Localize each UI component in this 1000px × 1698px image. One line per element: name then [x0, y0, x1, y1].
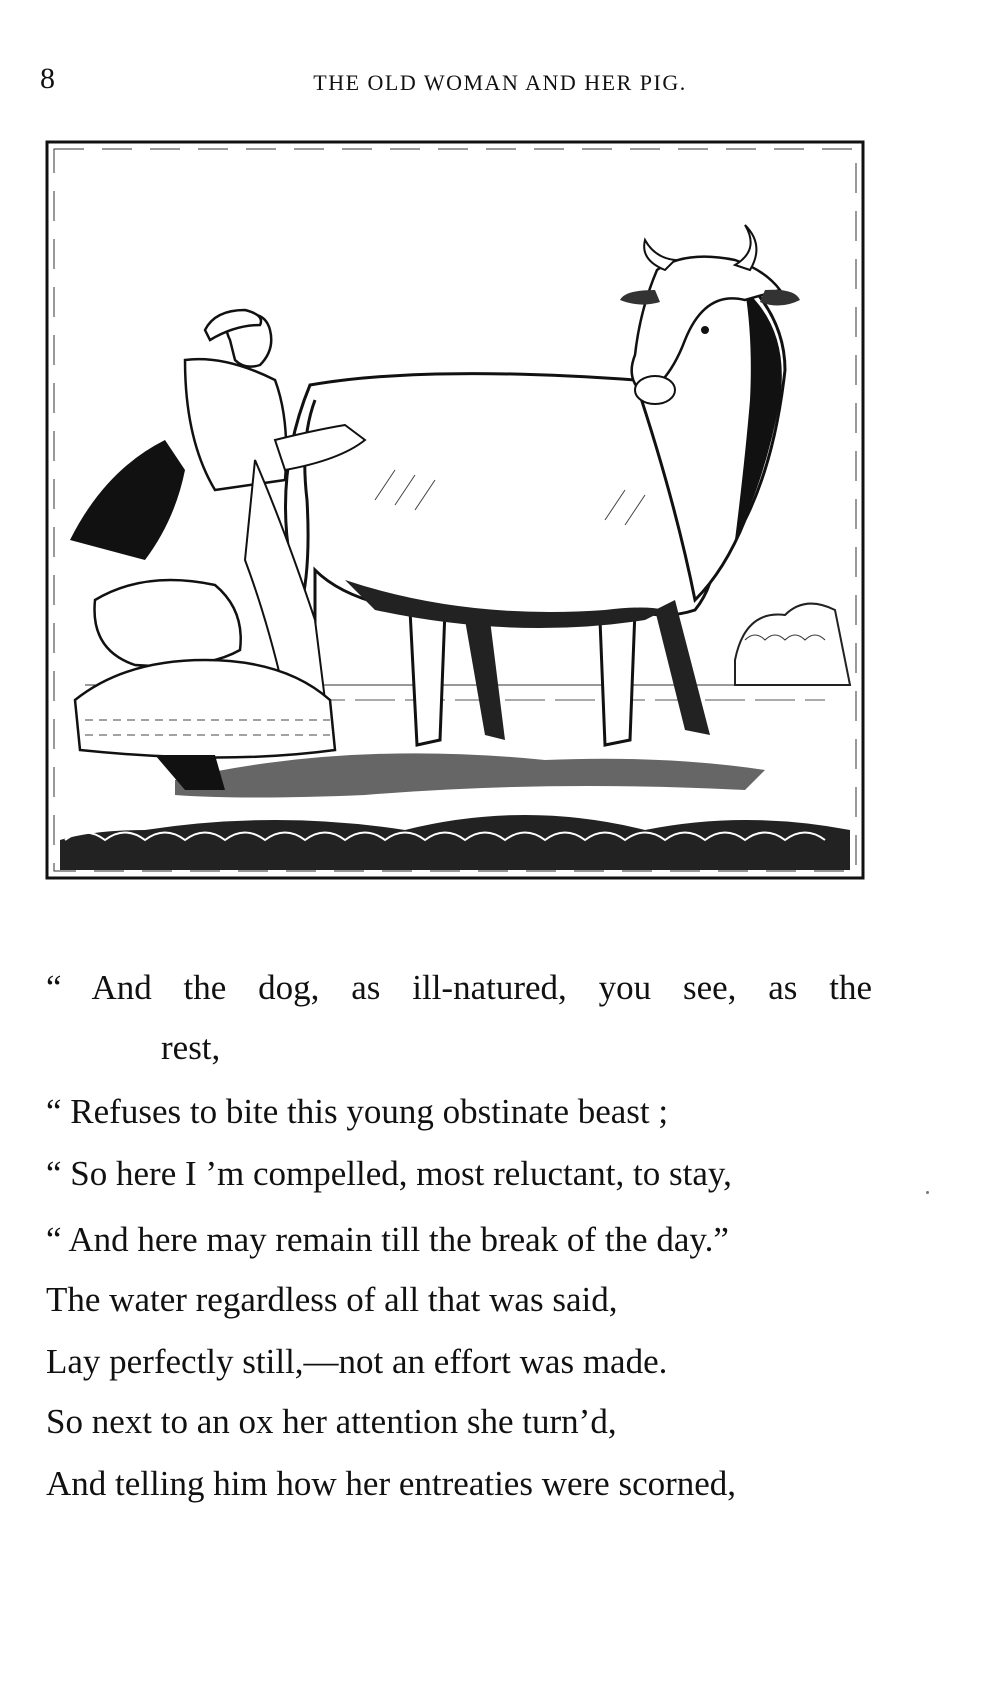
poem-line: “ Refuses to bite this young obstinate beast ; [46, 1092, 669, 1131]
poem-line: Lay perfectly still,—not an effort was made. [46, 1342, 668, 1381]
poem-line: And telling him how her entreaties were scorned, [46, 1464, 737, 1503]
poem-line: So next to an ox her attention she turn’d, [46, 1402, 617, 1441]
poem-line: “ And here may remain till the break of the day.” [46, 1220, 729, 1259]
woodcut-illustration [45, 140, 865, 880]
poem-line: The water regardless of all that was said, [46, 1280, 618, 1319]
page-number: 8 [40, 62, 55, 95]
margin-mark [926, 1191, 929, 1194]
poem-line: rest, [161, 1028, 221, 1067]
woodcut-illustration-icon [45, 140, 865, 880]
poem-line: “ And the dog, as ill-natured, you see, as the [46, 968, 872, 1007]
running-title: THE OLD WOMAN AND HER PIG. [313, 70, 687, 95]
poem-line: “ So here I ’m compelled, most reluctant, to stay, [46, 1154, 732, 1193]
